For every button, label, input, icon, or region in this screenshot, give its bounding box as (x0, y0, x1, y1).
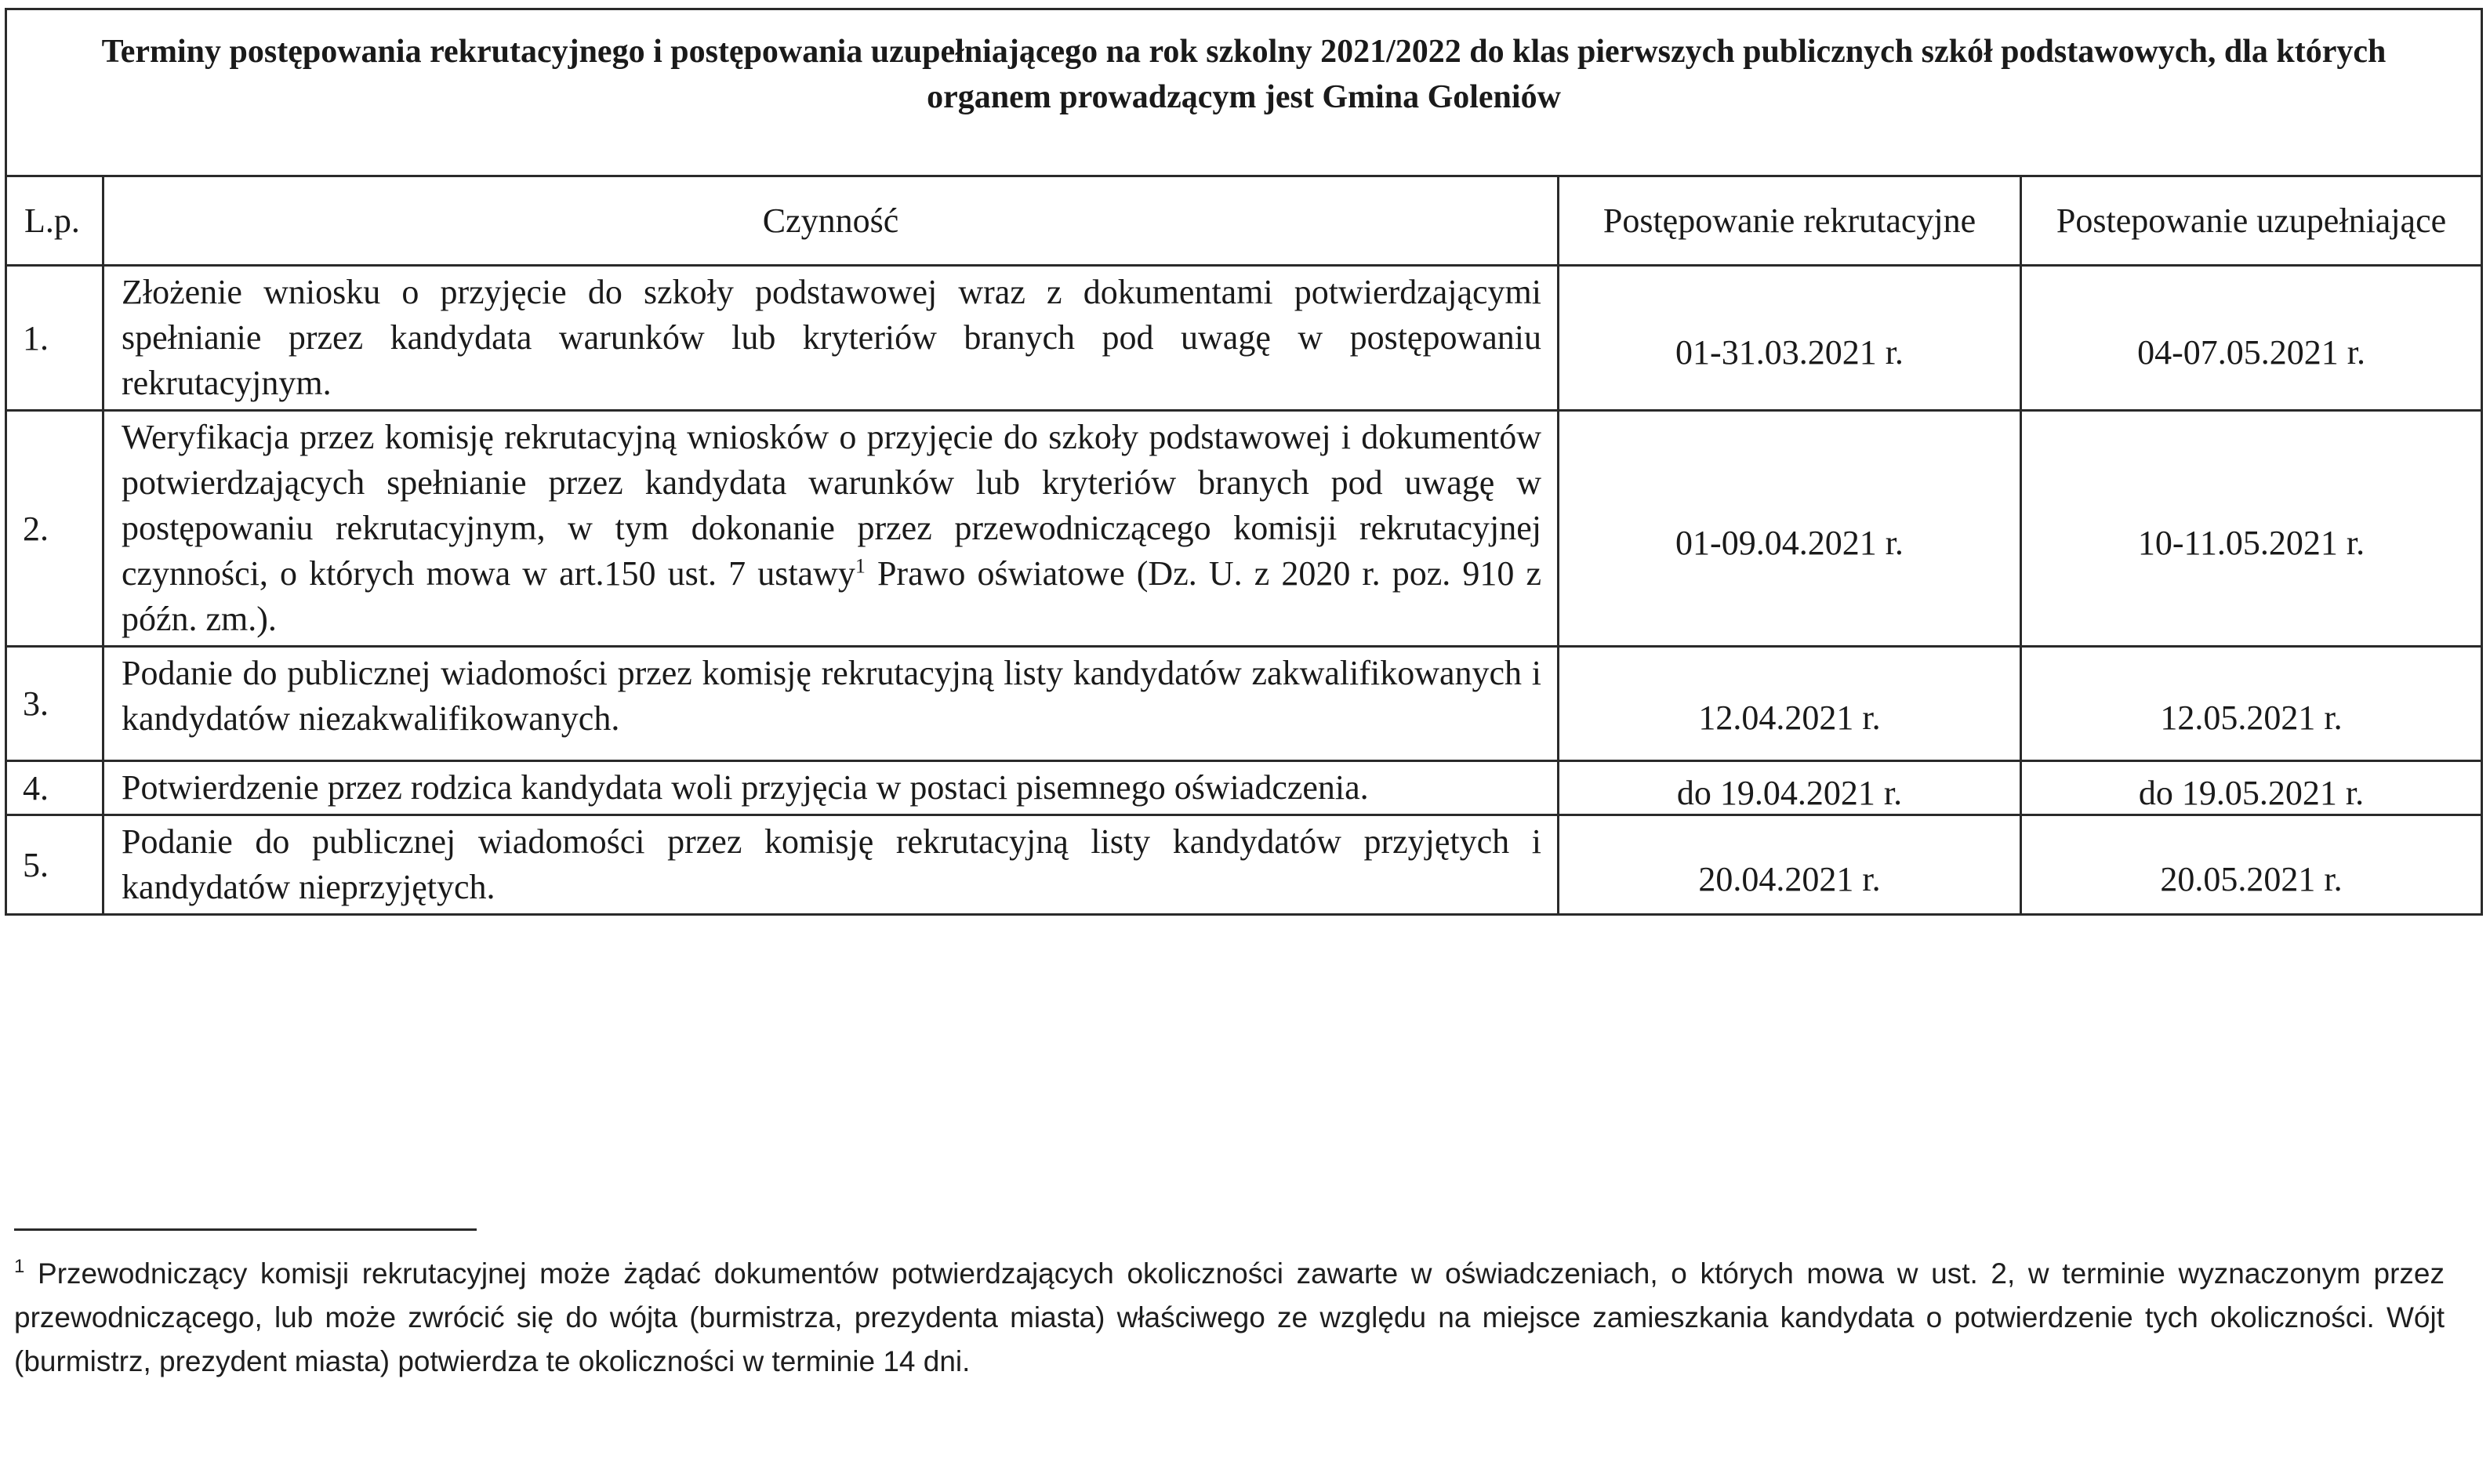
header-recruitment: Postępowanie rekrutacyjne (1559, 176, 2021, 266)
row-supplementary-date (2021, 815, 2482, 915)
row-recruitment-date (1559, 647, 2021, 761)
recruitment-date-text: 01-09.04.2021 r. (1675, 523, 1904, 562)
row-number: 4. (6, 761, 103, 815)
row-number: 5. (6, 815, 103, 915)
recruitment-date-text: 01-31.03.2021 r. (1675, 332, 1904, 372)
row-number: 1. (6, 266, 103, 411)
row-recruitment-date (1559, 815, 2021, 915)
footnote (14, 1245, 2445, 1384)
header-lp: L.p. (6, 176, 103, 266)
row-activity: Podanie do publicznej wiadomości przez komisję rekrutacyjną listy kandydatów przyjętych i kandydatów nieprzyjętych. (103, 815, 1559, 915)
supplementary-date-text: 20.05.2021 r. (2160, 859, 2343, 898)
row-recruitment-date (1559, 266, 2021, 411)
row-supplementary-date (2021, 411, 2482, 647)
table-header-row (6, 176, 2482, 266)
supplementary-date-text: 04-07.05.2021 r. (2137, 332, 2365, 372)
recruitment-date-text: 20.04.2021 r. (1698, 859, 1881, 898)
row-recruitment-date (1559, 411, 2021, 647)
footnote-reference: 1 (855, 554, 866, 578)
footnote-divider (14, 1228, 477, 1231)
row-activity: Podanie do publicznej wiadomości przez komisję rekrutacyjną listy kandydatów zakwalifikowanych i kandydatów niezakwalifikowanych. (103, 647, 1559, 761)
table-row (6, 266, 2482, 411)
row-activity: Potwierdzenie przez rodzica kandydata woli przyjęcia w postaci pisemnego oświadczenia. (103, 761, 1559, 815)
document-title: Terminy postępowania rekrutacyjnego i postępowania uzupełniającego na rok szkolny 2021/2022 do klas pierwszych publicznych szkół podstawowych, dla których organem prowadzącym jest Gmina Goleniów (6, 9, 2482, 176)
table-row (6, 815, 2482, 915)
header-activity: Czynność (103, 176, 1559, 266)
row-recruitment-date (1559, 761, 2021, 815)
footnote-mark: 1 (14, 1256, 25, 1277)
table-title-row (6, 9, 2482, 176)
row-supplementary-date (2021, 761, 2482, 815)
activity-text-continued: Prawo oświatowe (Dz. U. z 2020 r. poz. 910 z późn. zm.). (122, 554, 1542, 638)
row-activity (103, 411, 1559, 647)
table-row (6, 647, 2482, 761)
row-activity: Złożenie wniosku o przyjęcie do szkoły podstawowej wraz z dokumentami potwierdzającymi spełnianie przez kandydata warunków lub kryteriów branych pod uwagę w postępowaniu rekrutacyjnym. (103, 266, 1559, 411)
table-row (6, 761, 2482, 815)
schedule-table (5, 8, 2483, 916)
row-number: 3. (6, 647, 103, 761)
supplementary-date-text: 10-11.05.2021 r. (2137, 523, 2365, 562)
row-number: 2. (6, 411, 103, 647)
recruitment-date-text: do 19.04.2021 r. (1676, 773, 1903, 812)
supplementary-date-text: do 19.05.2021 r. (2138, 773, 2365, 812)
activity-text: Weryfikacja przez komisję rekrutacyjną wniosków o przyjęcie do szkoły podstawowej i dokumentów potwierdzających spełnianie przez kandydata warunków lub kryteriów branych pod uwagę w postępowaniu rekrutacyjnym, w tym dokonanie przez przewodniczącego komisji rekrutacyjnej czynności, o których mowa w art.150 ust. 7 ustawy (122, 418, 1541, 593)
recruitment-date-text: 12.04.2021 r. (1698, 698, 1881, 737)
supplementary-date-text: 12.05.2021 r. (2160, 698, 2343, 737)
row-supplementary-date (2021, 647, 2482, 761)
footnote-text: Przewodniczący komisji rekrutacyjnej może żądać dokumentów potwierdzających okoliczności zawarte w oświadczeniach, o których mowa w ust. 2, w terminie wyznaczonym przez przewodniczącego, lub może zwrócić się do wójta (burmistrza, prezydenta miasta) właściwego ze względu na miejsce zamieszkania kandydata o potwierdzenie tych okoliczności. Wójt (burmistrz, prezydent miasta) potwierdza te okoliczności w terminie 14 dni. (14, 1257, 2445, 1377)
table-row (6, 411, 2482, 647)
header-supplementary: Postepowanie uzupełniające (2021, 176, 2482, 266)
row-supplementary-date (2021, 266, 2482, 411)
